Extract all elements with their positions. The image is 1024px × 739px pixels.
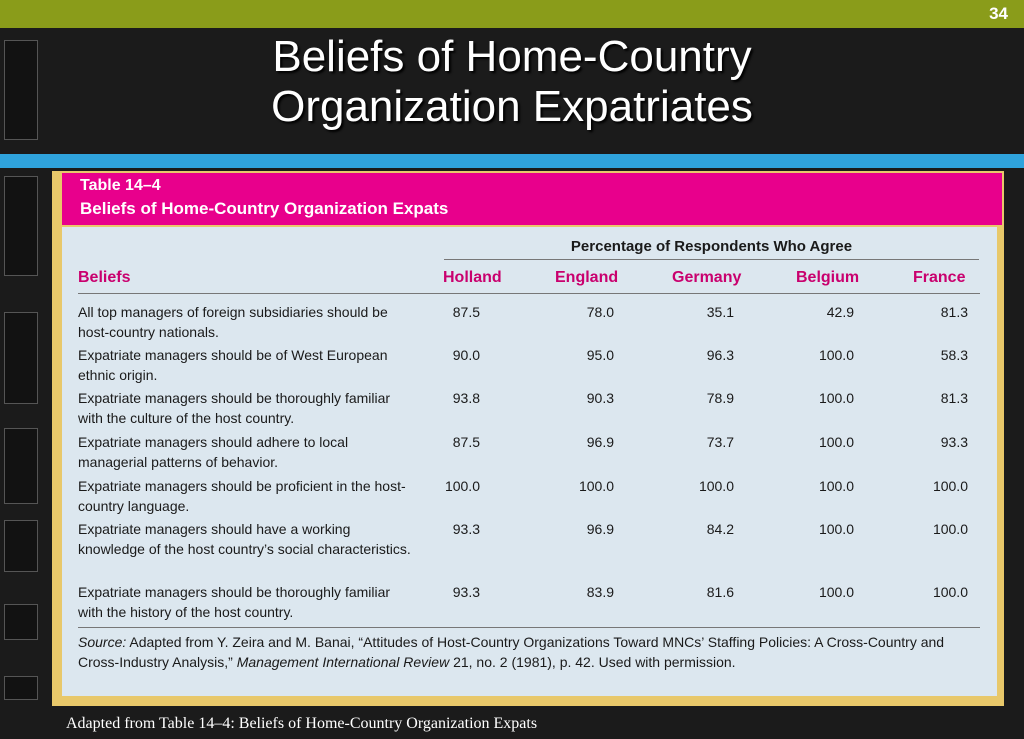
belief-text: Expatriate managers should be of West European ethnic origin.	[78, 347, 388, 383]
belief-text: Expatriate managers should be proficient in the host-country language.	[78, 478, 406, 514]
value-england: 100.0	[578, 478, 614, 494]
group-header: Percentage of Respondents Who Agree	[570, 238, 853, 255]
value-holland: 87.5	[452, 304, 480, 320]
slide-number: 34	[989, 4, 1008, 23]
value-germany: 84.2	[706, 521, 734, 537]
value-england: 96.9	[586, 521, 614, 537]
table-body	[62, 227, 997, 696]
value-germany: 96.3	[706, 347, 734, 363]
column-header-france: France	[913, 269, 966, 286]
slide-title	[0, 32, 1024, 132]
table-header-banner	[62, 173, 1002, 225]
column-header-belgium: Belgium	[796, 269, 860, 286]
decorative-block	[4, 676, 38, 700]
belief-text: Expatriate managers should have a working knowledge of the host country’s social characteristics.	[78, 521, 411, 557]
top-accent-bar	[0, 0, 1024, 28]
value-belgium: 100.0	[818, 434, 854, 450]
value-england: 96.9	[586, 434, 614, 450]
source-rule	[78, 627, 980, 628]
table-number: Table 14–4	[80, 177, 161, 194]
value-england: 90.3	[586, 390, 614, 406]
source-journal: Management International Review	[236, 654, 450, 670]
source-text-2: 21, no. 2 (1981), p. 42. Used with permission.	[449, 654, 736, 670]
column-header-holland: Holland	[443, 269, 502, 286]
value-france: 100.0	[932, 478, 968, 494]
belief-text: All top managers of foreign subsidiaries should be host-country nationals.	[78, 304, 388, 340]
belief-text: Expatriate managers should be thoroughly familiar with the culture of the host country.	[78, 390, 391, 426]
decorative-block	[4, 40, 38, 140]
value-holland: 100.0	[444, 478, 480, 494]
value-germany: 73.7	[706, 434, 734, 450]
column-header-beliefs: Beliefs	[78, 269, 131, 286]
value-germany: 81.6	[706, 584, 734, 600]
value-germany: 78.9	[706, 390, 734, 406]
value-germany: 100.0	[698, 478, 734, 494]
belief-text: Expatriate managers should adhere to local managerial patterns of behavior.	[78, 434, 349, 470]
decorative-block	[4, 428, 38, 504]
value-england: 83.9	[586, 584, 614, 600]
value-belgium: 100.0	[818, 347, 854, 363]
value-belgium: 100.0	[818, 584, 854, 600]
value-france: 81.3	[940, 304, 968, 320]
slide-caption: Adapted from Table 14–4: Beliefs of Home-Country Organization Expats	[66, 715, 538, 732]
value-france: 93.3	[940, 434, 968, 450]
value-holland: 90.0	[452, 347, 480, 363]
slide-title-line-1: Beliefs of Home-Country	[272, 32, 752, 81]
decorative-block	[4, 176, 38, 276]
source-label: Source:	[78, 634, 127, 650]
value-france: 100.0	[932, 521, 968, 537]
column-header-germany: Germany	[672, 269, 742, 286]
header-rule	[78, 293, 980, 294]
source-text-1: Adapted from Y. Zeira and M. Banai, “Attitudes of Host-Country Organizations Toward MNCs’ Staffing Policies: A Cross-Country and Cross-Industry Analysis,”	[78, 634, 945, 670]
decorative-block	[4, 312, 38, 404]
decorative-block	[4, 604, 38, 640]
value-holland: 93.3	[452, 521, 480, 537]
value-france: 100.0	[932, 584, 968, 600]
value-england: 95.0	[586, 347, 614, 363]
value-belgium: 100.0	[818, 521, 854, 537]
decorative-block	[4, 520, 38, 572]
column-header-england: England	[555, 269, 619, 286]
value-belgium: 100.0	[818, 390, 854, 406]
value-holland: 93.3	[452, 584, 480, 600]
value-germany: 35.1	[706, 304, 734, 320]
value-belgium: 100.0	[818, 478, 854, 494]
blue-divider-bar	[0, 154, 1024, 168]
belief-text: Expatriate managers should be thoroughly familiar with the history of the host country.	[78, 584, 391, 620]
group-header-rule	[444, 259, 979, 260]
value-holland: 93.8	[452, 390, 480, 406]
slide-title-line-2: Organization Expatriates	[271, 82, 753, 131]
value-england: 78.0	[586, 304, 614, 320]
value-holland: 87.5	[452, 434, 480, 450]
table-title: Beliefs of Home-Country Organization Expats	[80, 199, 449, 218]
value-belgium: 42.9	[826, 304, 854, 320]
source-note	[78, 632, 983, 672]
value-france: 58.3	[940, 347, 968, 363]
value-france: 81.3	[940, 390, 968, 406]
